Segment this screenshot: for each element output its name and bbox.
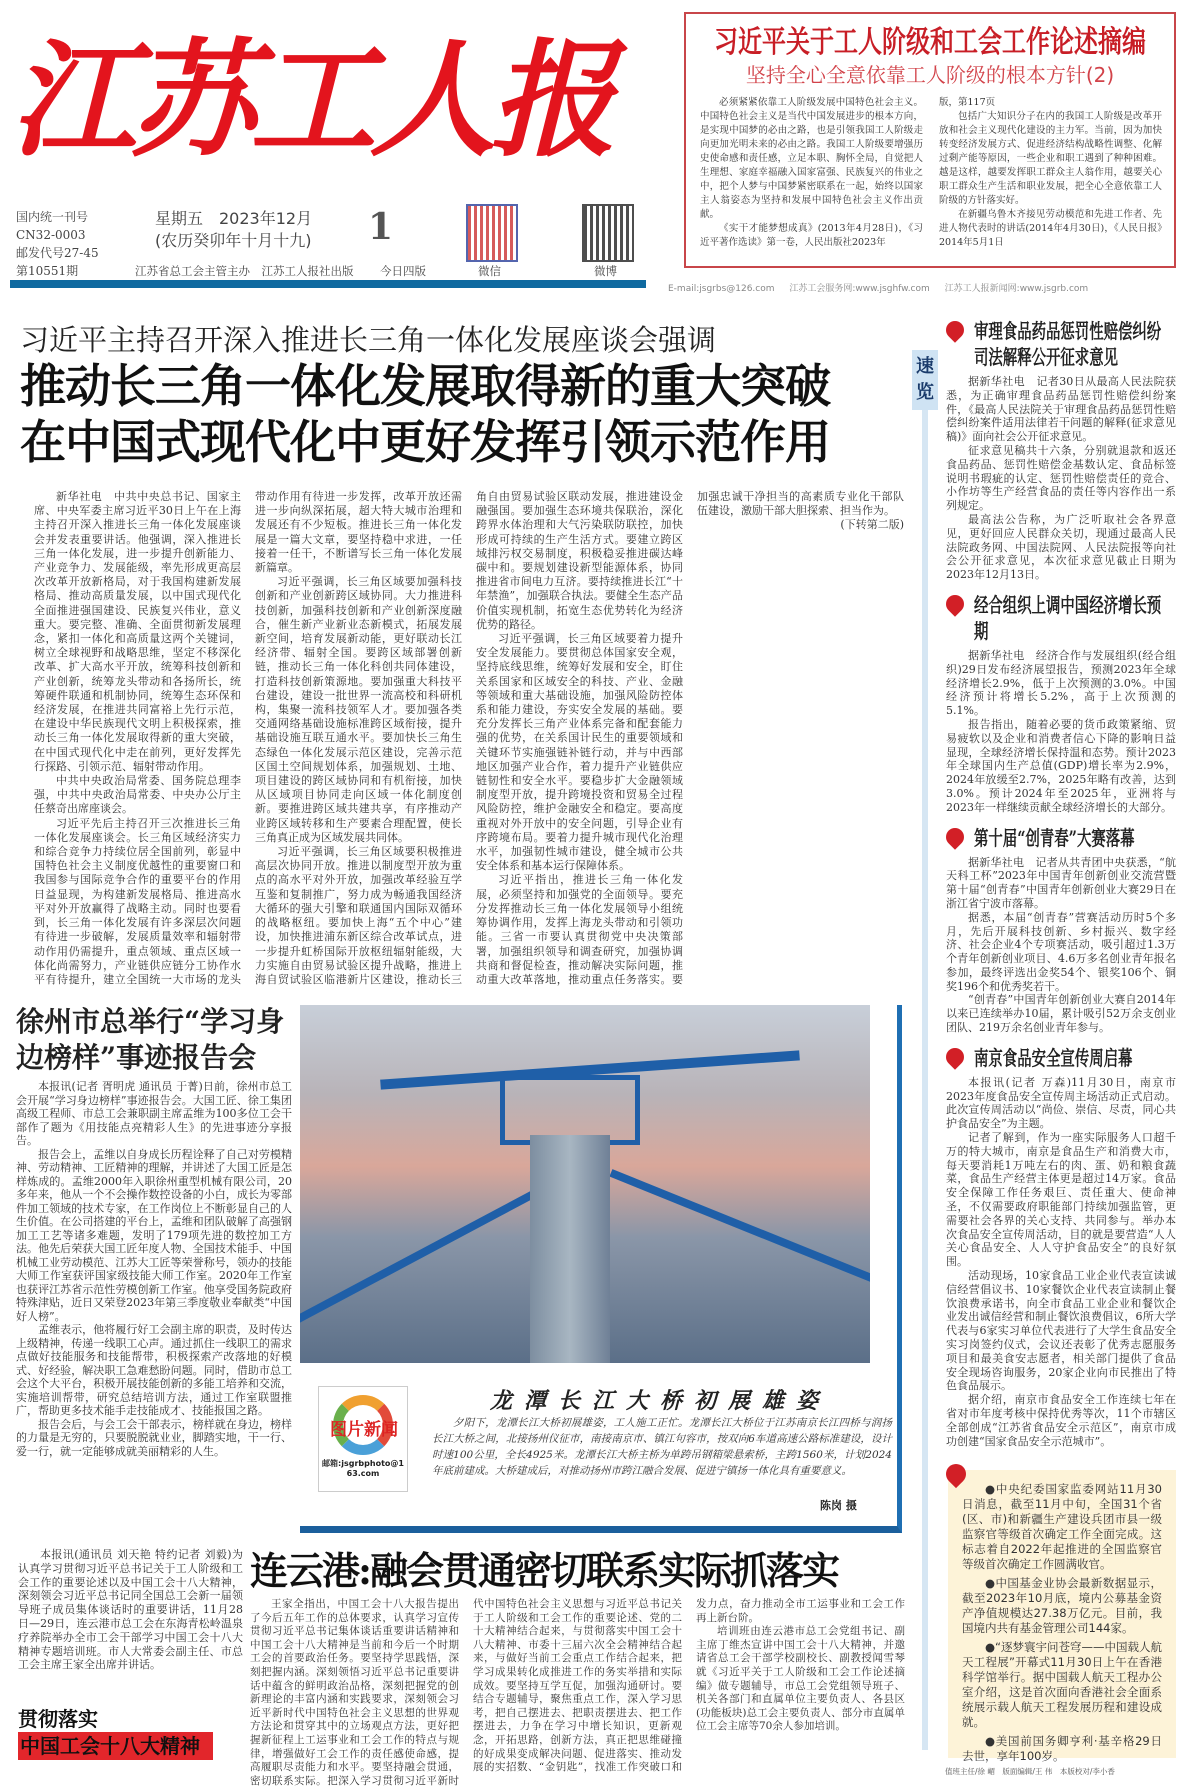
bridge-photo[interactable] [300, 1005, 870, 1363]
excerpt-box [684, 12, 1176, 268]
xuzhou-headline: 徐州市总举行“学习身边榜样”事迹报告会 [16, 1005, 285, 1074]
lead-paragraph: 习近平指出，推进长三角一体化发展，必须坚持和加强党的全面领导。要充分发挥推动长三角一体化发展领导小组统筹协调作用，发挥上海龙头带动和引领功能。三省一市要认真贯彻党中央决策部署，加强组织领导和调查研究，加强协调共商和督促检查，推动解决实际问题，推动重大改革落地，推动重点任务落实。要加强忠诚干净担当的高素质专业化干部队伍建设，激励干部大胆探索、担当作为。 [476, 490, 904, 986]
lianyungang-lead [18, 1548, 243, 1672]
lead-paragraph: 中共中央政治局常委、国务院总理李强，中共中央政治局常委、中央办公厅主任蔡奇出席座谈会。 [34, 774, 241, 816]
excerpt-paragraph: 包括广大知识分子在内的我国工人阶级是改革开放和社会主义现代化建设的主力军。当前，因为加快转变经济发展方式、促进经济结构战略性调整、化解过剩产能等原因，一些企业和职工遇到了种种困难。越是这样，越要发挥职工群众主人翁作用，越要关心职工群众生产生活和职业发展，把全心全意依靠工人阶级的方针落实好。 [939, 111, 1162, 206]
news-briefs-box [948, 1470, 1176, 1763]
xuzhou-paragraph: 孟维表示，他将履行好工会副主席的职责，及时传达上级精神，传递一线职工心声。通过抓住一线职工的需求点做好技能服务和技能帮带，积极探索产改落地的好模式、好经验，解决职工急难愁盼问题。同时，借助市总工会这个大平台，积极开展技能创新的多能工培养和交流，实施培训帮带，研究总结培训方法，通过工作室联盟推广，帮助更多技术能手走技能成才、技能报国之路。 [16, 1323, 292, 1417]
speed-label: 速览 [912, 350, 938, 410]
photo-caption [432, 1415, 892, 1479]
weibo-qr-icon[interactable] [582, 204, 634, 262]
site-link-service[interactable]: 江苏工会服务网:www.jsghfw.com [789, 284, 930, 294]
date-block [155, 208, 312, 252]
page-credits: 值班主任/徐 嵋 版面编辑/王 伟 本版校对/李小香 [945, 1767, 1115, 1776]
sidebar-paragraph: 据新华社电 记者从共青团中央获悉，“航天科工杯”2023年中国青年创新创业交流营暨第十届“创青春”中国青年创新创业大赛29日在浙江省宁波市落幕。 [946, 855, 1176, 910]
caption-text: 夕阳下，龙潭长江大桥初展雄姿，工人施工正忙。龙潭长江大桥位于江苏南京长江四桥与润扬长江大桥之间，北接扬州仪征市，南接南京市、镇江句容市，按双向6车道高速公路标准建设，设计时速100公里，全长4925米。龙潭长江大桥主桥为单跨吊钢箱梁悬索桥，主跨1560米，计划2024年底前建成。大桥建成后，对推动扬州市跨江融合发展、促进宁镇扬一体化具有重要意义。 [432, 1417, 892, 1477]
pushpin-icon [942, 317, 967, 342]
xuzhou-body [16, 1080, 292, 1458]
lead-paragraph: 习近平强调，长三角区域要积极推进高层次协同开放。推进以制度型开放为重点的高水平对外开放，加强改革经验互学互鉴和复制推广，努力成为畅通我国经济大循环的强大引擎和联通国内国际双循环的战略枢纽。要加快上海“五个中心”建设，加快推进浦东新区综合改革试点，进一步提升虹桥国际开放枢纽辐射能级，大力实施自由贸易试验区提升战略，推进上海自贸试验区临港新片区建设，推动长三角自由贸易试验区联动发展，推进建设金融强国。要加强生态环境共保联治，深化跨界水体治理和大气污染联防联控，加快形成可持续的生产生活方式。要建立跨区域排污权交易制度，积极稳妥推进碳达峰碳中和。要规划建设新型能源体系，协同推进省市间电力互济。要持续推进长江“十年禁渔”，加强联合执法。要健全生态产品价值实现机制，拓宽生态优势转化为经济优势的路径。 [255, 490, 683, 986]
lianyungang-paragraph: 培训班由连云港市总工会党组书记、副主席丁维杰宣讲中国工会十八大精神，并邀请省总工会干部学校副校长、副教授闻雪琴就《习近平关于工人阶级和工会工作论述摘编》做专题辅导，市总工会党组领导班子、机关各部门和直属单位主要负责人、各县区(功能板块)总工会主要负责人、部分市直属单位工会主席等70余人参加培训。 [696, 1625, 905, 1733]
brief-item: ●“逐梦寰宇问苍穹——中国载人航天工程展”开幕式11月30日上午在香港科学馆举行。据中国载人航天工程办公室介绍，这是首次面向香港社会全面系统展示载人航天工程发展历程和建设成就。 [962, 1640, 1162, 1729]
lianyungang-lead-text: 本报讯(通讯员 刘天艳 特约记者 刘毅)为认真学习贯彻习近平总书记关于工人阶级和工会工作的重要论述以及中国工会十八大精神，深刻领会习近平总书记同全国总工会新一届领导班子成员集体谈话时的重要讲话，11月28日—29日，连云港市总工会在东海青松岭温泉疗养院举办全市工会干部学习中国工会十八大精神专题培训班。市人大常委会副主任、市总工会主席王家全出席并讲话。 [18, 1548, 243, 1672]
page-number: 1 [368, 206, 394, 248]
sidebar-item-youth-contest [946, 825, 1176, 1035]
pushpin-icon [942, 1044, 967, 1069]
bridge-tower [530, 1135, 610, 1363]
lead-paragraph: 习近平强调，长三角区域要着力提升安全发展能力。要贯彻总体国家安全观，坚持底线思维，统筹好发展和安全，盯住关系国家和区域安全的科技、产业、金融等领域和重大基础设施，加强风险防控体系和能力建设，夯实安全发展的基础。要充分发挥长三角产业体系完备和配套能力强的优势，在关系国计民生的重要领域和关键环节实施强链补链行动，并与中西部地区加强产业合作，着力提升产业链供应链韧性和安全水平。要稳步扩大金融领域制度型开放，提升跨境投资和贸易全过程风险防控，维护金融安全和稳定。要高度重视对外开放中的安全问题，引导企业有序跨境布局。要着力提升城市现代化治理水平，加强韧性城市建设，健全城市公共安全体系和基本运行保障体系。 [476, 632, 683, 873]
theme-stamp [18, 1706, 213, 1760]
sidebar-paragraph: 据介绍，南京市食品安全工作连续七年在省对市年度考核中保持优秀等次，11个市辖区全部创成“江苏省食品安全示范区”，南京市成功创建“国家食品安全示范城市”。 [946, 1393, 1176, 1448]
sidebar-paragraph: 活动现场，10家食品工业企业代表宣读诚信经营倡议书、10家餐饮企业代表宣读制止餐饮浪费承诺书，向全市食品工业企业和餐饮企业发出诚信经营和制止餐饮浪费倡议，6所大学代表与6家实习单位代表进行了大学生食品安全实习岗签约仪式，会议还表彰了优秀志愿服务项目和最美食安志愿者，相关部门提供了食品安全现场咨询服务，20家企业向市民推出了特色食品展示。 [946, 1269, 1176, 1393]
headline-line-2: 在中国式现代化中更好发挥引领示范作用 [20, 415, 830, 469]
photo-credit: 陈岗 摄 [820, 1499, 857, 1512]
weekday-date: 星期五 2023年12月 [155, 209, 313, 228]
wechat-qr-icon[interactable] [466, 204, 518, 262]
brief-item: ●中国基金业协会最新数据显示，截至2023年10月底，境内公募基金资产净值规模达27.38万亿元。目前，我国境内共有基金管理公司144家。 [962, 1576, 1162, 1635]
stamp-line-1: 贯彻落实 [18, 1707, 98, 1731]
xuzhou-paragraph: 报告会后，与会工会干部表示，榜样就在身边，榜样的力量是无穷的，只要脱脱就业业，脚踏实地，干一行、爱一行，就一定能够成就美丽精彩的人生。 [16, 1417, 292, 1458]
excerpt-col-2 [939, 96, 1162, 250]
photo-news-logo [318, 1386, 408, 1492]
sidebar-title: 第十届“创青春”大赛落幕 [946, 825, 1176, 851]
lunar-date: (农历癸卯年十月十九) [155, 231, 312, 250]
page-count: 今日四版 [380, 264, 426, 278]
sidebar-item-nanjing-food [946, 1045, 1176, 1449]
lead-paragraph: 习近平强调，长三角区域要加强科技创新和产业创新跨区域协同。大力推进科技创新，加强科技创新和产业创新深度融合，催生新产业新业态新模式，拓展发展新空间，培育发展新动能，更好联动长江经济带、辐射全国。要跨区域部署创新链，推动长三角一体化科创共同体建设，打造科技创新策源地。要加强重大科技平台建设，建设一批世界一流高校和科研机构，集聚一流科技领军人才。要加强各类交通网络基础设施标准跨区域衔接，提升基础设施互联互通水平。要加快长三角生态绿色一体化发展示范区建设，完善示范区国土空间规划体系，加强规划、土地、项目建设的跨区域协同和有机衔接，加快从区域项目协同走向区域一体化制度创新。要推进跨区域共建共享，有序推动产业跨区域转移和生产要素合理配置，使长三角真正成为区域发展共同体。 [255, 575, 462, 844]
excerpt-title: 习近平关于工人阶级和工会工作论述摘编 [714, 25, 1146, 60]
sidebar-paragraph: 征求意见稿共十六条，分别就退款和返还食品药品、惩罚性赔偿金基数认定、食品标签说明书瑕疵的认定、惩罚性赔偿责任的竞合、小作坊等生产经营食品的责任等内容作出一系列规定。 [946, 443, 1176, 513]
lead-paragraph: 习近平先后主持召开三次推进长三角一体化发展座谈会。长三角区域经济实力和综合竞争力持续位居全国前列，彰显中国特色社会主义制度优越性的重要窗口和我国参与国际竞争合作的重要平台的作用日益显现，为构建新发展格局、推进高水平对外开放赢得了战略主动。同时也要看到，长三角一体化发展有许多深层次问题有待进一步破解，发展质量效率和辐射带动作用仍需提升，重点领域、重点区域一体化尚需努力，产业链供应链分工协作水平有待提升，建立全国统一大市场的龙头带动作用有待进一步发挥，改革开放还需进一步向纵深拓展，超大特大城市治理和发展还有不少短板。推进长三角一体化发展是一篇大文章，要坚持稳中求进，一任接着一任干，不断谱写长三角一体化发展新篇章。 [34, 490, 462, 986]
sidebar-paragraph: 据新华社电 经济合作与发展组织(经合组织)29日发布经济展望报告，预测2023年全球经济增长2.9%，低于上次预测的3.0%。中国经济预计将增长5.2%，高于上次预测的5.1%。 [946, 648, 1176, 718]
lead-article-body [34, 490, 904, 995]
serial-label: 国内统一刊号 [16, 210, 89, 224]
pushpin-icon [942, 824, 967, 849]
lead-headline [20, 358, 830, 470]
wechat-label: 微信 [478, 264, 501, 278]
sidebar-paragraph: 本报讯(记者 万森)11月30日，南京市2023年度食品安全宣传周主场活动正式启动。此次宣传周活动以“尚俭、崇信、尽责，同心共护食品安全”为主题。 [946, 1075, 1176, 1131]
contact-links [668, 281, 1100, 294]
sidebar-paragraph: 据悉，本届“创青春”营赛活动历时5个多月，先后开展科技创新、乡村振兴、数字经济、社会企业4个专项赛活动，吸引超过1.3万个青年创新创业项目、4.6万多名创业青年报名参加，最终评选出金奖54个、银奖106个、铜奖196个和优秀奖若干。 [946, 910, 1176, 993]
publication-info [16, 208, 99, 280]
sidebar-divider [922, 410, 928, 1750]
sidebar-paragraph: 最高法公告称，为广泛听取社会各界意见，更好回应人民群众关切，现通过最高人民法院政务网、中国法院网、人民法院报等向社会公开征求意见，本次征求意见截止日期为2023年12月13日。 [946, 512, 1176, 582]
excerpt-paragraph: 必须紧紧依靠工人阶级发展中国特色社会主义。中国特色社会主义是当代中国发展进步的根本方向，是实现中国梦的必由之路，也是引领我国工人阶级走向更加光明未来的必由之路。我国工人阶级要增强历史使命感和责任感，立足本职、胸怀全局，自觉把人生理想、家庭幸福融入国家富强、民族复兴的伟业之中，把个人梦与中国梦紧密联系在一起，始终以国家主人翁姿态为坚持和发展中国特色社会主义作出贡献。 [700, 97, 923, 220]
postal-code: 邮发代号27-45 [16, 246, 99, 260]
lead-paragraph: 新华社电 中共中央总书记、国家主席、中央军委主席习近平30日上午在上海主持召开深入推进长三角一体化发展座谈会并发表重要讲话。他强调，深入推进长三角一体化发展，进一步提升创新能力、产业竞争力、发展能级，率先形成更高层次改革开放新格局，对于我国构建新发展格局、推动高质量发展，以中国式现代化全面推进强国建设、民族复兴伟业，意义重大。要完整、准确、全面贯彻新发展理念，紧扣一体化和高质量这两个关键词，树立全球视野和战略思维，坚定不移深化改革、扩大高水平开放，统筹科技创新和产业创新，统筹龙头带动和各扬所长，统筹硬件联通和机制协同，统筹生态环保和经济发展，在推进共同富裕上先行示范，在建设中华民族现代文明上积极探索，推动长三角一体化发展取得新的重大突破，在中国式现代化中走在前列，更好发挥先行探路、引领示范、辐射带动作用。 [34, 490, 241, 773]
sidebar-paragraph: “创青春”中国青年创新创业大赛自2014年以来已连续举办10届，累计吸引52万余支创业团队、219万余名创业青年参与。 [946, 993, 1176, 1035]
photo-news-logo-text: 图片新闻 [330, 1420, 398, 1440]
bridge-cable [300, 1175, 564, 1323]
sidebar-title: 南京食品安全宣传周启幕 [946, 1045, 1176, 1071]
cn-number: CN32-0003 [16, 228, 86, 242]
sidebar [946, 318, 1176, 1458]
photo-title: 龙潭长江大桥初展雄姿 [489, 1388, 830, 1414]
lianyungang-paragraph: 王家全指出，中国工会十八大报告提出了今后五年工作的总体要求，认真学习宣传贯彻习近平总书记集体谈话重要讲话精神和中国工会十八大精神是当前和今后一个时期工会的首要政治任务。要坚持学思践悟，深刻把握内涵。深刻领悟习近平总书记重要讲话中蕴含的鲜明政治品格，深刻把握党的创新理论的丰富内涵和实践要求，深刻领会习近平新时代中国特色社会主义思想的世界观方法论和贯穿其中的立场观点方法，更好把握新征程上工运事业和工会工作的特点与规律，增强做好工会工作的责任感使命感，提高履职尽责能力和水平。要坚持融会贯通，密切联系实际。把深入学习贯彻习近平新时代中国特色社会主义思想与习近平总书记关于工人阶级和工会工作的重要论述、党的二十大精神结合起来，与贯彻落实中国工会十八大精神、市委十三届六次全会精神结合起来，与做好当前工会重点工作结合起来，把学习成果转化成推进工作的务实举措和实际成效。要坚持互学互促，加强沟通研讨。要结合专题辅导，聚焦重点工作，深入学习思考，把自己摆进去、把职责摆进去、把工作摆进去，力争在学习中增长知识，更新观念，开拓思路，创新方法，真正把思维碰撞的好成果变成解决问题、促进落实、推动发展的实招数、“金钥匙”，找准工作突破口和发力点，奋力推动全市工运事业和工会工作再上新台阶。 [250, 1598, 905, 1787]
lianyungang-body [250, 1598, 905, 1790]
masthead-logo: 江苏工人报 [10, 26, 610, 174]
sidebar-paragraph: 报告指出，随着必要的货币政策紧缩、贸易疲软以及企业和消费者信心下降的影响日益显现，全球经济增长保持温和态势。预计2023年全球国内生产总值(GDP)增长率为2.9%，2024年放缓至2.7%，2025年略有改善，达到3.0%。预计2024年至2025年，亚洲将与2023年一样继续贡献全球经济增长的大部分。 [946, 717, 1176, 814]
masthead-divider [10, 280, 646, 288]
sidebar-title: 经合组织上调中国经济增长预期 [946, 592, 1176, 644]
site-link-news[interactable]: 江苏工人报新闻网:www.jsgrb.com [944, 284, 1089, 294]
xuzhou-paragraph: 本报讯(记者 胥明虎 通讯员 于菁)日前，徐州市总工会开展“学习身边榜样”事迹报告会。大国工匠、徐工集团高级工程师、市总工会兼职副主席孟维为100多位工会干部作了题为《用技能点亮精彩人生》的先进事迹分享报告。 [16, 1080, 292, 1147]
sidebar-paragraph: 据新华社电 记者30日从最高人民法院获悉，为正确审理食品药品惩罚性赔偿纠纷案件，《最高人民法院关于审理食品药品惩罚性赔偿纠纷案件适用法律若干问题的解释(征求意见稿)》面向社会公开征求意见。 [946, 375, 1176, 444]
excerpt-source: 在新疆乌鲁木齐接见劳动模范和先进工作者、先进人物代表时的讲话(2014年4月30日)，《人民日报》2014年5月1日 [939, 209, 1162, 248]
excerpt-source: 《实干才能梦想成真》(2013年4月28日)，《习近平著作选读》第一卷，人民出版社2023年 [700, 223, 923, 248]
stamp-line-2: 中国工会十八大精神 [18, 1732, 213, 1760]
continue-note: (下转第二版) [840, 518, 904, 532]
publisher: 江苏省总工会主管主办 江苏工人报社出版 [135, 264, 354, 278]
lead-kicker: 习近平主持召开深入推进长三角一体化发展座谈会强调 [20, 323, 717, 357]
xuzhou-paragraph: 报告会上，孟维以自身成长历程诠释了自己对劳模精神、劳动精神、工匠精神的理解，并讲述了大国工匠是怎样炼成的。孟维2000年入职徐州重型机械有限公司，20多年来，他从一个不会操作数控设备的小白，成长为零部件加工领域的技术专家，在工作岗位上不断彰显自己的人生价值。在公司搭建的平台上，孟维和团队破解了高强钢加工工艺等诸多难题，发明了179项先进的数控加工方法。他先后荣获大国工匠年度人物、全国技术能手、中国机械工业劳动模范、江苏大工匠等荣誉称号，领办的技能大师工作室获评国家级技能大师工作室。2020年工作室也获评江苏省示范性劳模创新工作室。他享受国务院政府特殊津贴，近日又荣登2023年第三季度敬业奉献类“中国好人榜”。 [16, 1147, 292, 1323]
sidebar-paragraph: 记者了解到，作为一座实际服务人口超千万的特大城市，南京是食品生产和消费大市，每天要消耗1万吨左右的肉、蛋、奶和粮食蔬菜，食品生产经营主体更是超过14万家。食品安全保障工作任务艰巨、责任重大、使命神圣，不仅需要政府职能部门持续加强监管，更需要社会各界的关心支持、共同参与。举办本次食品安全宣传周活动，目的就是要营造“人人关心食品安全、人人守护食品安全”的良好氛围。 [946, 1131, 1176, 1269]
excerpt-subtitle: 坚持全心全意依靠工人阶级的根本方针(2) [745, 63, 1115, 87]
headline-line-1: 推动长三角一体化发展取得新的重大突破 [20, 359, 830, 413]
excerpt-col-1 [700, 96, 923, 250]
weibo-label: 微博 [594, 264, 617, 278]
photo-news-email[interactable]: 邮箱:jsgrbphoto@163.com [322, 1459, 404, 1478]
excerpt-source: 版，第117页 [939, 97, 996, 108]
bridge-cable [609, 1169, 870, 1289]
sidebar-title: 审理食品药品惩罚性赔偿纠纷司法解释公开征求意见 [946, 318, 1176, 370]
pushpin-icon [942, 591, 967, 616]
lianyungang-headline: 连云港:融会贯通密切联系实际抓落实 [250, 1548, 839, 1593]
email-link[interactable]: E-mail:jsgrbs@126.com [668, 284, 775, 294]
sidebar-item-oecd [946, 592, 1176, 815]
issue-number: 第10551期 [16, 264, 79, 278]
brief-item: ●美国前国务卿亨利·基辛格29日去世，享年100岁。 [962, 1734, 1162, 1763]
sidebar-item-food-law [946, 318, 1176, 582]
brief-item: ●中央纪委国家监委网站11月30日消息，截至11月中旬，全国31个省(区、市)和新疆生产建设兵团市县一级监察官等级首次确定工作全面完成。这标志着自2022年起推进的全国监察官等级首次确定工作圆满收官。 [962, 1482, 1162, 1571]
